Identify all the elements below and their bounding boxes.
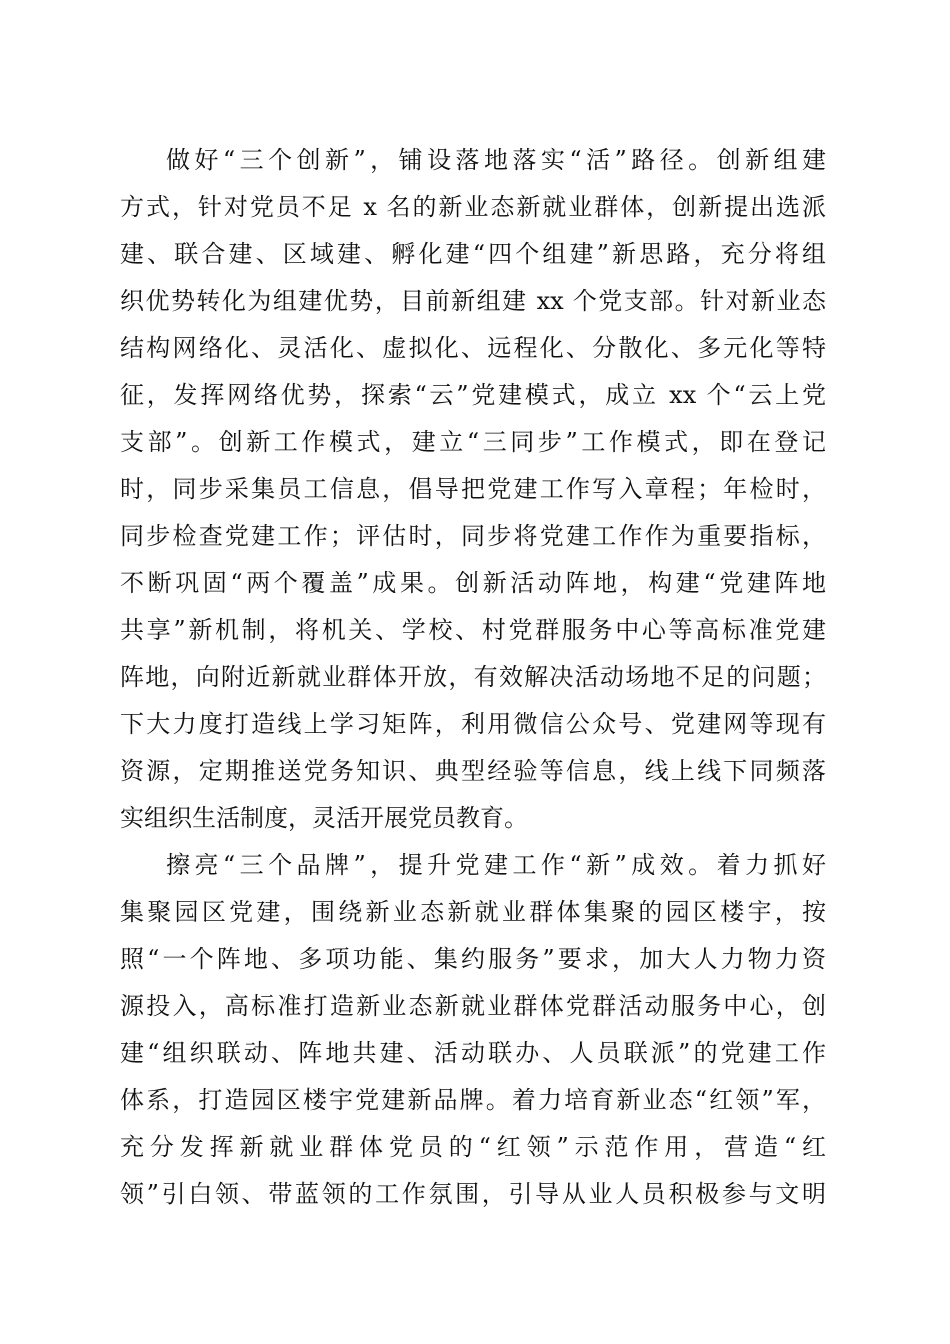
document-body <box>120 137 826 1218</box>
text-line: 支部”。创新工作模式，建立“三同步”工作模式，即在登记 <box>120 428 826 456</box>
paragraph <box>120 137 826 842</box>
text-line: 充分发挥新就业群体党员的“红领”示范作用，营造“红 <box>120 1133 826 1161</box>
text-line: 集聚园区党建，围绕新业态新就业群体集聚的园区楼宇，按 <box>120 898 826 926</box>
text-line: 建、联合建、区域建、孵化建“四个组建”新思路，充分将组 <box>120 240 826 268</box>
text-line: 织优势转化为组建优势，目前新组建 xx 个党支部。针对新业态 <box>120 287 826 315</box>
text-line: 共享”新机制，将机关、学校、村党群服务中心等高标准党建 <box>120 616 826 644</box>
text-line: 下大力度打造线上学习矩阵，利用微信公众号、党建网等现有 <box>120 710 826 738</box>
text-line: 同步检查党建工作；评估时，同步将党建工作作为重要指标， <box>120 522 826 550</box>
text-line: 领”引白领、带蓝领的工作氛围，引导从业人员积极参与文明 <box>120 1180 826 1208</box>
text-line: 照“一个阵地、多项功能、集约服务”要求，加大人力物力资 <box>120 945 826 973</box>
text-line: 不断巩固“两个覆盖”成果。创新活动阵地，构建“党建阵地 <box>120 569 826 597</box>
text-line: 体系，打造园区楼宇党建新品牌。着力培育新业态“红领”军， <box>120 1086 826 1114</box>
text-line: 资源，定期推送党务知识、典型经验等信息，线上线下同频落 <box>120 757 826 785</box>
text-line: 做好“三个创新”，铺设落地落实“活”路径。创新组建 <box>166 146 826 174</box>
text-line: 实组织生活制度，灵活开展党员教育。 <box>120 804 528 832</box>
text-line: 源投入，高标准打造新业态新就业群体党群活动服务中心，创 <box>120 992 826 1020</box>
text-line: 时，同步采集员工信息，倡导把党建工作写入章程；年检时， <box>120 475 826 503</box>
text-line: 结构网络化、灵活化、虚拟化、远程化、分散化、多元化等特 <box>120 334 826 362</box>
text-line: 征，发挥网络优势，探索“云”党建模式，成立 xx 个“云上党 <box>120 381 826 409</box>
text-line: 擦亮“三个品牌”，提升党建工作“新”成效。着力抓好 <box>166 851 826 879</box>
text-line: 阵地，向附近新就业群体开放，有效解决活动场地不足的问题； <box>120 663 826 691</box>
text-line: 建“组织联动、阵地共建、活动联办、人员联派”的党建工作 <box>120 1039 826 1067</box>
paragraph <box>120 842 826 1218</box>
text-line: 方式，针对党员不足 x 名的新业态新就业群体，创新提出选派 <box>120 193 826 221</box>
